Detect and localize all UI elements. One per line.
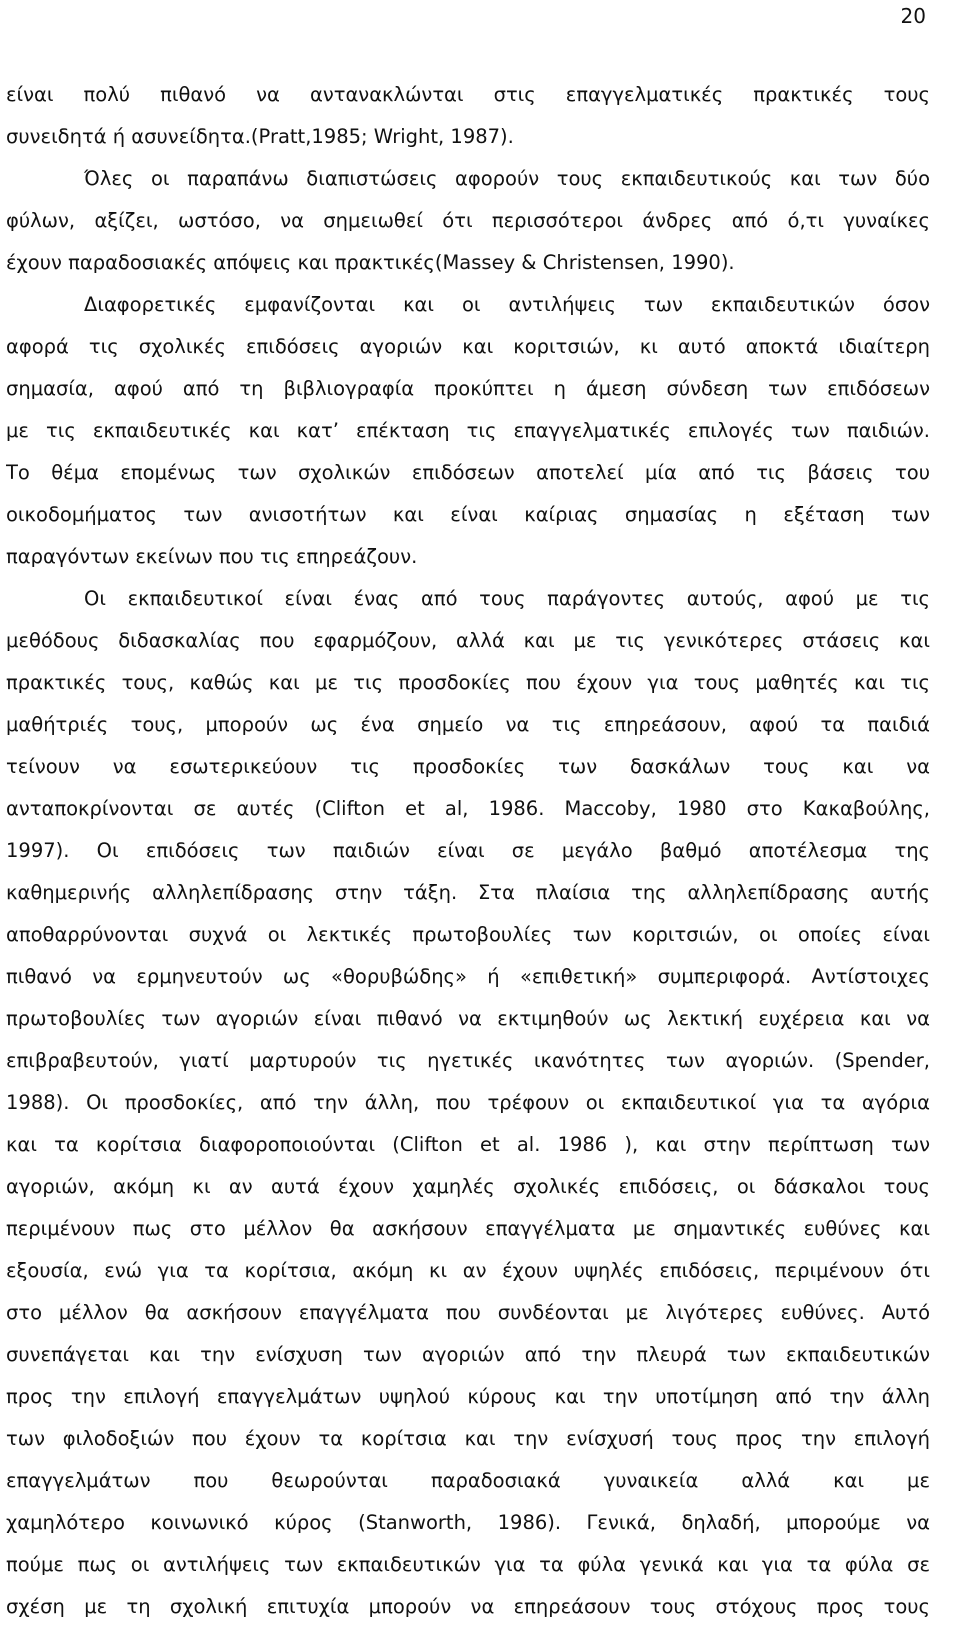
text-line: πούμε πως οι αντιλήψεις των εκπαιδευτικών για τα φύλα γενικά και για τα φύλα σε: [6, 1553, 930, 1576]
text-line: επαγγελμάτων που θεωρούνται παραδοσιακά γυναικεία αλλά και με: [6, 1469, 930, 1492]
text-line: πρωτοβουλίες των αγοριών είναι πιθανό να εκτιμηθούν ως λεκτική ευχέρεια και να: [6, 1007, 930, 1030]
text-line: πιθανό να ερμηνευτούν ως «θορυβώδης» ή «επιθετική» συμπεριφορά. Αντίστοιχες: [6, 965, 930, 988]
text-line: ανταποκρίνονται σε αυτές (Clifton et al, 1986. Maccoby, 1980 στο Κακαβούλης,: [6, 797, 930, 820]
text-line: με τις εκπαιδευτικές και κατ’ επέκταση τις επαγγελματικές επιλογές των παιδιών.: [6, 419, 930, 442]
page-number: 20: [900, 4, 926, 28]
text-line: Οι εκπαιδευτικοί είναι ένας από τους παράγοντες αυτούς, αφού με τις: [84, 587, 930, 610]
text-line: Διαφορετικές εμφανίζονται και οι αντιλήψεις των εκπαιδευτικών όσον: [84, 293, 930, 316]
text-line: φύλων, αξίζει, ωστόσο, να σημειωθεί ότι περισσότεροι άνδρες από ό,τι γυναίκες: [6, 209, 930, 232]
text-line: μαθήτριές τους, μπορούν ως ένα σημείο να τις επηρεάσουν, αφού τα παιδιά: [6, 713, 930, 736]
text-line: σημασία, αφού από τη βιβλιογραφία προκύπτει η άμεση σύνδεση των επιδόσεων: [6, 377, 930, 400]
text-line: αγοριών, ακόμη κι αν αυτά έχουν χαμηλές σχολικές επιδόσεις, οι δάσκαλοι τους: [6, 1175, 930, 1198]
text-line: Όλες οι παραπάνω διαπιστώσεις αφορούν τους εκπαιδευτικούς και των δύο: [84, 167, 930, 190]
text-line: είναι πολύ πιθανό να αντανακλώνται στις επαγγελματικές πρακτικές τους: [6, 83, 930, 106]
text-line: 1988). Οι προσδοκίες, από την άλλη, που τρέφουν οι εκπαιδευτικοί για τα αγόρια: [6, 1091, 930, 1114]
text-line: πρακτικές τους, καθώς και με τις προσδοκίες που έχουν για τους μαθητές και τις: [6, 671, 930, 694]
text-line: εξουσία, ενώ για τα κορίτσια, ακόμη κι αν έχουν υψηλές επιδόσεις, περιμένουν ότι: [6, 1259, 930, 1282]
body-text: [6, 74, 930, 1628]
text-line: στο μέλλον θα ασκήσουν επαγγέλματα που συνδέονται με λιγότερες ευθύνες. Αυτό: [6, 1301, 930, 1324]
text-line: παραγόντων εκείνων που τις επηρεάζουν.: [6, 545, 418, 568]
text-line: έχουν παραδοσιακές απόψεις και πρακτικές(Massey & Christensen, 1990).: [6, 251, 735, 274]
text-line: 1997). Οι επιδόσεις των παιδιών είναι σε μεγάλο βαθμό αποτέλεσμα της: [6, 839, 930, 862]
text-line: των φιλοδοξιών που έχουν τα κορίτσια και την ενίσχυσή τους προς την επιλογή: [6, 1427, 930, 1450]
text-line: προς την επιλογή επαγγελμάτων υψηλού κύρους και την υποτίμηση από την άλλη: [6, 1385, 930, 1408]
text-line: επιβραβευτούν, γιατί μαρτυρούν τις ηγετικές ικανότητες των αγοριών. (Spender,: [6, 1049, 930, 1072]
text-line: περιμένουν πως στο μέλλον θα ασκήσουν επαγγέλματα με σημαντικές ευθύνες και: [6, 1217, 930, 1240]
text-line: χαμηλότερο κοινωνικό κύρος (Stanworth, 1986). Γενικά, δηλαδή, μπορούμε να: [6, 1511, 930, 1534]
text-line: σχέση με τη σχολική επιτυχία μπορούν να επηρεάσουν τους στόχους προς τους: [6, 1595, 930, 1618]
text-line: οικοδομήματος των ανισοτήτων και είναι καίριας σημασίας η εξέταση των: [6, 503, 930, 526]
text-line: αφορά τις σχολικές επιδόσεις αγοριών και κοριτσιών, κι αυτό αποκτά ιδιαίτερη: [6, 335, 930, 358]
text-line: συνειδητά ή ασυνείδητα.(Pratt,1985; Wright, 1987).: [6, 125, 514, 148]
text-line: Το θέμα επομένως των σχολικών επιδόσεων αποτελεί μία από τις βάσεις του: [6, 461, 930, 484]
text-line: αποθαρρύνονται συχνά οι λεκτικές πρωτοβουλίες των κοριτσιών, οι οποίες είναι: [6, 923, 930, 946]
text-line: και τα κορίτσια διαφοροποιούνται (Clifton et al. 1986 ), και στην περίπτωση των: [6, 1133, 930, 1156]
text-line: καθημερινής αλληλεπίδρασης στην τάξη. Στα πλαίσια της αλληλεπίδρασης αυτής: [6, 881, 930, 904]
text-line: μεθόδους διδασκαλίας που εφαρμόζουν, αλλά και με τις γενικότερες στάσεις και: [6, 629, 930, 652]
text-line: τείνουν να εσωτερικεύουν τις προσδοκίες των δασκάλων τους και να: [6, 755, 930, 778]
text-line: συνεπάγεται και την ενίσχυση των αγοριών από την πλευρά των εκπαιδευτικών: [6, 1343, 930, 1366]
